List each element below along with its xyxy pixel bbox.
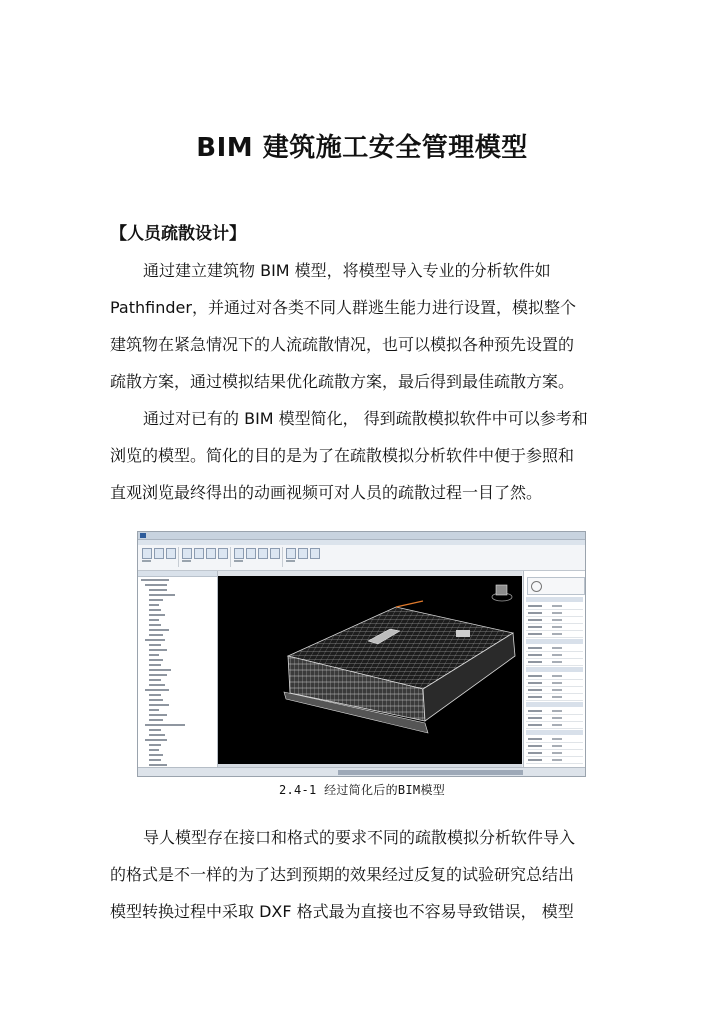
paragraph-line: 建筑物在紧急情况下的人流疏散情况，也可以模拟各种预先设置的 [110, 335, 575, 354]
tree-item [149, 659, 163, 661]
tree-item [149, 629, 169, 631]
property-row[interactable] [526, 687, 583, 694]
tree-item [149, 594, 175, 596]
paragraph-evacuation-design [110, 252, 620, 400]
property-row[interactable] [526, 659, 583, 666]
property-row[interactable] [526, 603, 583, 610]
tree-item [149, 589, 167, 591]
tree-item [149, 619, 159, 621]
property-row[interactable] [526, 610, 583, 617]
paragraph-line: 模型转换过程中采取 DXF 格式最为直接也不容易导致错误， 模型 [110, 902, 574, 921]
property-row[interactable] [526, 722, 583, 729]
property-row[interactable] [526, 645, 583, 652]
project-browser-header [138, 571, 217, 577]
tree-item [145, 584, 167, 586]
ribbon-tool-icon [298, 548, 308, 559]
tree-item [149, 599, 163, 601]
tree-item [149, 604, 159, 606]
app-ribbon [138, 545, 585, 571]
tree-item [149, 694, 161, 696]
ribbon-tool-icon [154, 548, 164, 559]
tree-item [149, 649, 167, 651]
ribbon-label [286, 560, 295, 562]
tree-item [145, 739, 167, 741]
tree-item [149, 679, 161, 681]
property-row[interactable] [526, 715, 583, 722]
property-row[interactable] [526, 624, 583, 631]
property-section-header [526, 597, 583, 602]
tree-item [149, 729, 161, 731]
property-row[interactable] [526, 680, 583, 687]
tree-item [149, 614, 165, 616]
tree-item [149, 714, 167, 716]
tree-item [149, 744, 161, 746]
ribbon-label [234, 560, 243, 562]
section-heading: 【人员疏散设计】 [110, 224, 246, 244]
roof-accent-edge [396, 601, 423, 607]
tree-item [149, 754, 163, 756]
property-section-header [526, 639, 583, 644]
paragraph-line: 的格式是不一样的为了达到预期的效果经过反复的试验研究总结出 [110, 865, 575, 884]
tree-item [145, 724, 185, 726]
tree-item [141, 579, 169, 581]
3d-model-viewport[interactable] [218, 571, 522, 768]
building-model-drawing [218, 571, 522, 770]
app-logo-icon [140, 533, 146, 538]
tree-item [149, 764, 167, 766]
tree-item [149, 654, 159, 656]
tree-item [149, 609, 161, 611]
tree-item [149, 709, 159, 711]
paragraph-model-import [110, 819, 620, 930]
ribbon-tool-icon [270, 548, 280, 559]
tree-item [149, 644, 161, 646]
paragraph-model-simplification [110, 400, 620, 511]
property-row[interactable] [526, 631, 583, 638]
type-selector[interactable] [527, 577, 585, 595]
ribbon-tool-icon [194, 548, 204, 559]
ribbon-tool-icon [182, 548, 192, 559]
ribbon-label [142, 560, 151, 562]
property-row[interactable] [526, 652, 583, 659]
property-section-header [526, 730, 583, 735]
ribbon-tool-icon [310, 548, 320, 559]
status-toolbar [338, 770, 523, 775]
paragraph-line: 疏散方案，通过模拟结果优化疏散方案，最后得到最佳疏散方案。 [110, 372, 575, 391]
tree-item [149, 734, 165, 736]
viewcube-icon[interactable] [496, 585, 507, 595]
tree-item [149, 759, 161, 761]
property-row[interactable] [526, 617, 583, 624]
app-titlebar [138, 532, 585, 540]
tree-item [149, 684, 165, 686]
tree-item [149, 669, 171, 671]
app-statusbar [138, 767, 585, 776]
property-row[interactable] [526, 673, 583, 680]
property-row[interactable] [526, 757, 583, 764]
property-section-header [526, 702, 583, 707]
tree-item [145, 689, 169, 691]
tree-item [149, 749, 159, 751]
ribbon-tool-icon [142, 548, 152, 559]
tree-item [149, 674, 167, 676]
paragraph-line: Pathfinder，并通过对各类不同人群逃生能力进行设置，模拟整个 [110, 298, 576, 317]
properties-panel [523, 571, 585, 768]
property-row[interactable] [526, 743, 583, 750]
ribbon-separator [178, 547, 179, 567]
bim-software-screenshot [137, 531, 586, 777]
ribbon-tool-icon [286, 548, 296, 559]
tree-item [149, 704, 169, 706]
ribbon-tool-icon [206, 548, 216, 559]
ribbon-separator [230, 547, 231, 567]
page-title: BIM 建筑施工安全管理模型 [196, 133, 528, 163]
paragraph-line: 导人模型存在接口和格式的要求不同的疏散模拟分析软件导入 [143, 828, 576, 847]
type-preview-icon [531, 581, 542, 592]
paragraph-line: 通过建立建筑物 BIM 模型，将模型导入专业的分析软件如 [143, 261, 551, 280]
project-browser-panel [138, 571, 218, 768]
paragraph-line: 通过对已有的 BIM 模型简化， 得到疏散模拟软件中可以参考和 [143, 409, 588, 428]
ribbon-tool-icon [246, 548, 256, 559]
tree-item [149, 664, 161, 666]
property-row[interactable] [526, 694, 583, 701]
tree-item [145, 639, 165, 641]
property-section-header [526, 667, 583, 672]
tree-item [149, 719, 163, 721]
paragraph-line: 浏览的模型。简化的目的是为了在疏散模拟分析软件中便于参照和 [110, 446, 575, 465]
ribbon-tool-icon [166, 548, 176, 559]
ribbon-separator [282, 547, 283, 567]
tree-item [149, 634, 163, 636]
ribbon-tool-icon [234, 548, 244, 559]
tree-item [149, 624, 161, 626]
property-row[interactable] [526, 750, 583, 757]
tree-item [149, 699, 163, 701]
ribbon-label [182, 560, 191, 562]
property-row[interactable] [526, 736, 583, 743]
property-row[interactable] [526, 708, 583, 715]
ribbon-tool-icon [258, 548, 268, 559]
ribbon-tool-icon [218, 548, 228, 559]
rooftop-unit [456, 630, 470, 637]
paragraph-line: 直观浏览最终得出的动画视频可对人员的疏散过程一目了然。 [110, 483, 543, 502]
figure-caption: 2.4-1 经过简化后的BIM模型 [278, 783, 446, 797]
